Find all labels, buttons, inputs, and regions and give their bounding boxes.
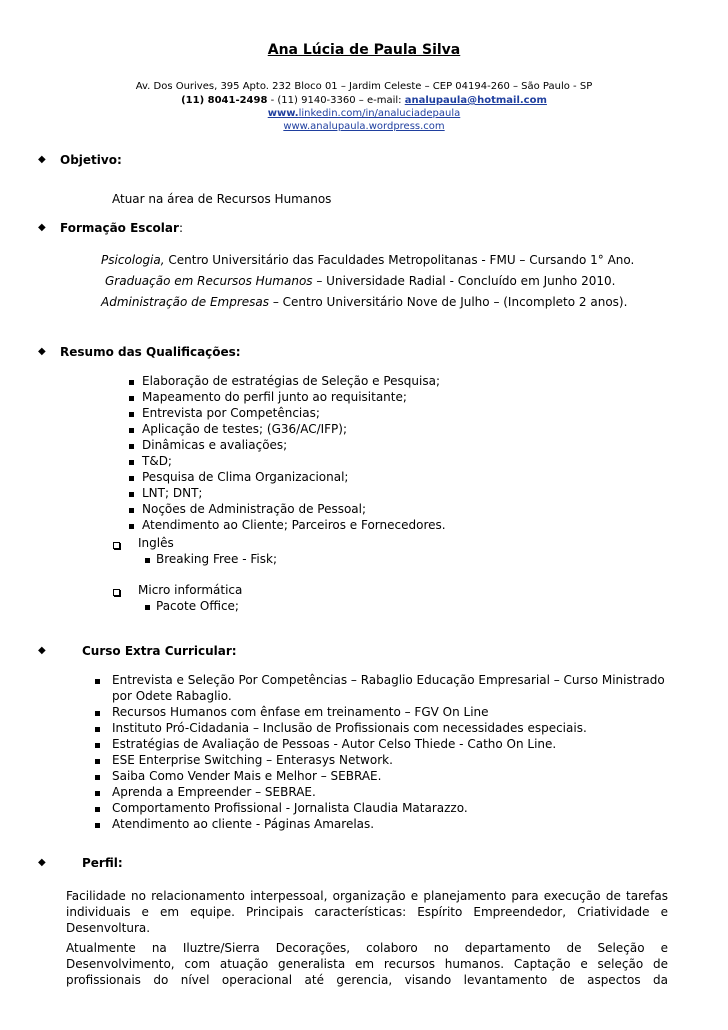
hollow-square-bullet-icon [113, 589, 120, 596]
square-bullet-icon [95, 823, 100, 828]
qualificacao-item: T&D; [142, 454, 172, 468]
linkedin-link[interactable]: linkedin.com/in/analuciadepaula [298, 108, 461, 119]
qualificacao-item: Noções de Administração de Pessoal; [142, 502, 367, 516]
phone-secondary: - (11) 9140-3360 – e-mail: [267, 95, 405, 106]
square-bullet-icon [129, 444, 134, 449]
diamond-bullet-icon: ◆ [38, 645, 46, 656]
extra-item: Instituto Pró-Cidadania – Inclusão de Profissionais com necessidades especiais. [112, 721, 587, 735]
section-heading-objetivo: Objetivo: [60, 153, 122, 167]
ingles-item: Breaking Free - Fisk; [156, 552, 277, 566]
section-heading-formacao: Formação Escolar: [60, 221, 183, 235]
square-bullet-icon [95, 807, 100, 812]
extra-item: Recursos Humanos com ênfase em treinamento – FGV On Line [112, 705, 489, 719]
square-bullet-icon [129, 428, 134, 433]
qualificacao-item: LNT; DNT; [142, 486, 203, 500]
diamond-bullet-icon: ◆ [38, 346, 46, 357]
extra-item: Estratégias de Avaliação de Pessoas - Autor Celso Thiede - Catho On Line. [112, 737, 557, 751]
qualificacao-item: Dinâmicas e avaliações; [142, 438, 288, 452]
section-heading-perfil: Perfil: [82, 856, 123, 870]
square-bullet-icon [129, 380, 134, 385]
perfil-paragraph-1: Facilidade no relacionamento interpessoal, organização e planejamento para execução de tarefas individuais e em equipe. Principais características: Espírito Empreendedor, Criatividade e Desenvoltura. [66, 889, 668, 935]
square-bullet-icon [95, 775, 100, 780]
extra-item: Entrevista e Seleção Por Competências – Rabaglio Educação Empresarial – Curso Ministrado [112, 673, 665, 687]
square-bullet-icon [129, 460, 134, 465]
square-bullet-icon [95, 791, 100, 796]
extra-item: ESE Enterprise Switching – Enterasys Network. [112, 753, 393, 767]
contact-line [0, 94, 728, 108]
perfil-paragraph-2: Atualmente na Iluztre/Sierra Decorações, colaboro no departamento de Seleção e Desenvolvimento, com atuação generalista em recursos humanos. Captação e seleção de profissionais do nível operacional até gerencia, visando levantamento de aspectos da [66, 941, 668, 987]
square-bullet-icon [95, 743, 100, 748]
square-bullet-icon [145, 605, 150, 610]
square-bullet-icon [129, 508, 134, 513]
email-link[interactable]: analupaula@hotmail.com [404, 95, 547, 106]
address: Av. Dos Ourives, 395 Apto. 232 Bloco 01 – Jardim Celeste – CEP 04194-260 – São Paulo - SP [135, 81, 593, 92]
informatica-item: Pacote Office; [156, 599, 239, 613]
extra-item: Saiba Como Vender Mais e Melhor – SEBRAE. [112, 769, 382, 783]
section-heading-qualificacoes: Resumo das Qualificações: [60, 345, 241, 359]
formacao-item: Graduação em Recursos Humanos – Universidade Radial - Concluído em Junho 2010. [105, 274, 616, 288]
square-bullet-icon [95, 727, 100, 732]
objetivo-text: Atuar na área de Recursos Humanos [112, 192, 332, 206]
blog-line [0, 120, 728, 134]
linkedin-line [0, 107, 728, 121]
square-bullet-icon [145, 558, 150, 563]
diamond-bullet-icon: ◆ [38, 857, 46, 868]
hollow-square-bullet-icon [113, 542, 120, 549]
blog-link[interactable]: www.analupaula.wordpress.com [283, 121, 445, 132]
square-bullet-icon [129, 492, 134, 497]
extra-item: Aprenda a Empreender – SEBRAE. [112, 785, 316, 799]
extra-item: Atendimento ao cliente - Páginas Amarelas. [112, 817, 375, 831]
square-bullet-icon [129, 396, 134, 401]
extra-item: Comportamento Profissional - Jornalista Claudia Matarazzo. [112, 801, 468, 815]
qualificacao-item: Mapeamento do perfil junto ao requisitante; [142, 390, 407, 404]
formacao-item: Psicologia, Centro Universitário das Faculdades Metropolitanas - FMU – Cursando 1° Ano. [101, 253, 635, 267]
square-bullet-icon [129, 476, 134, 481]
phone-primary: (11) 8041-2498 [181, 95, 268, 106]
formacao-item: Administração de Empresas – Centro Universitário Nove de Julho – (Incompleto 2 anos). [101, 295, 628, 309]
qualificacao-item: Entrevista por Competências; [142, 406, 320, 420]
qualificacao-item: Elaboração de estratégias de Seleção e Pesquisa; [142, 374, 441, 388]
ingles-label: Inglês [138, 536, 174, 550]
section-heading-extra: Curso Extra Curricular: [82, 644, 237, 658]
square-bullet-icon [95, 759, 100, 764]
qualificacao-item: Pesquisa de Clima Organizacional; [142, 470, 349, 484]
qualificacao-item: Atendimento ao Cliente; Parceiros e Fornecedores. [142, 518, 446, 532]
diamond-bullet-icon: ◆ [38, 222, 46, 233]
extra-item-continuation: por Odete Rabaglio. [112, 689, 232, 703]
candidate-name: Ana Lúcia de Paula Silva [267, 42, 461, 58]
diamond-bullet-icon: ◆ [38, 154, 46, 165]
informatica-label: Micro informática [138, 583, 243, 597]
linkedin-www[interactable]: www. [267, 108, 299, 119]
square-bullet-icon [129, 412, 134, 417]
square-bullet-icon [95, 679, 100, 684]
qualificacao-item: Aplicação de testes; (G36/AC/IFP); [142, 422, 348, 436]
square-bullet-icon [95, 711, 100, 716]
square-bullet-icon [129, 524, 134, 529]
